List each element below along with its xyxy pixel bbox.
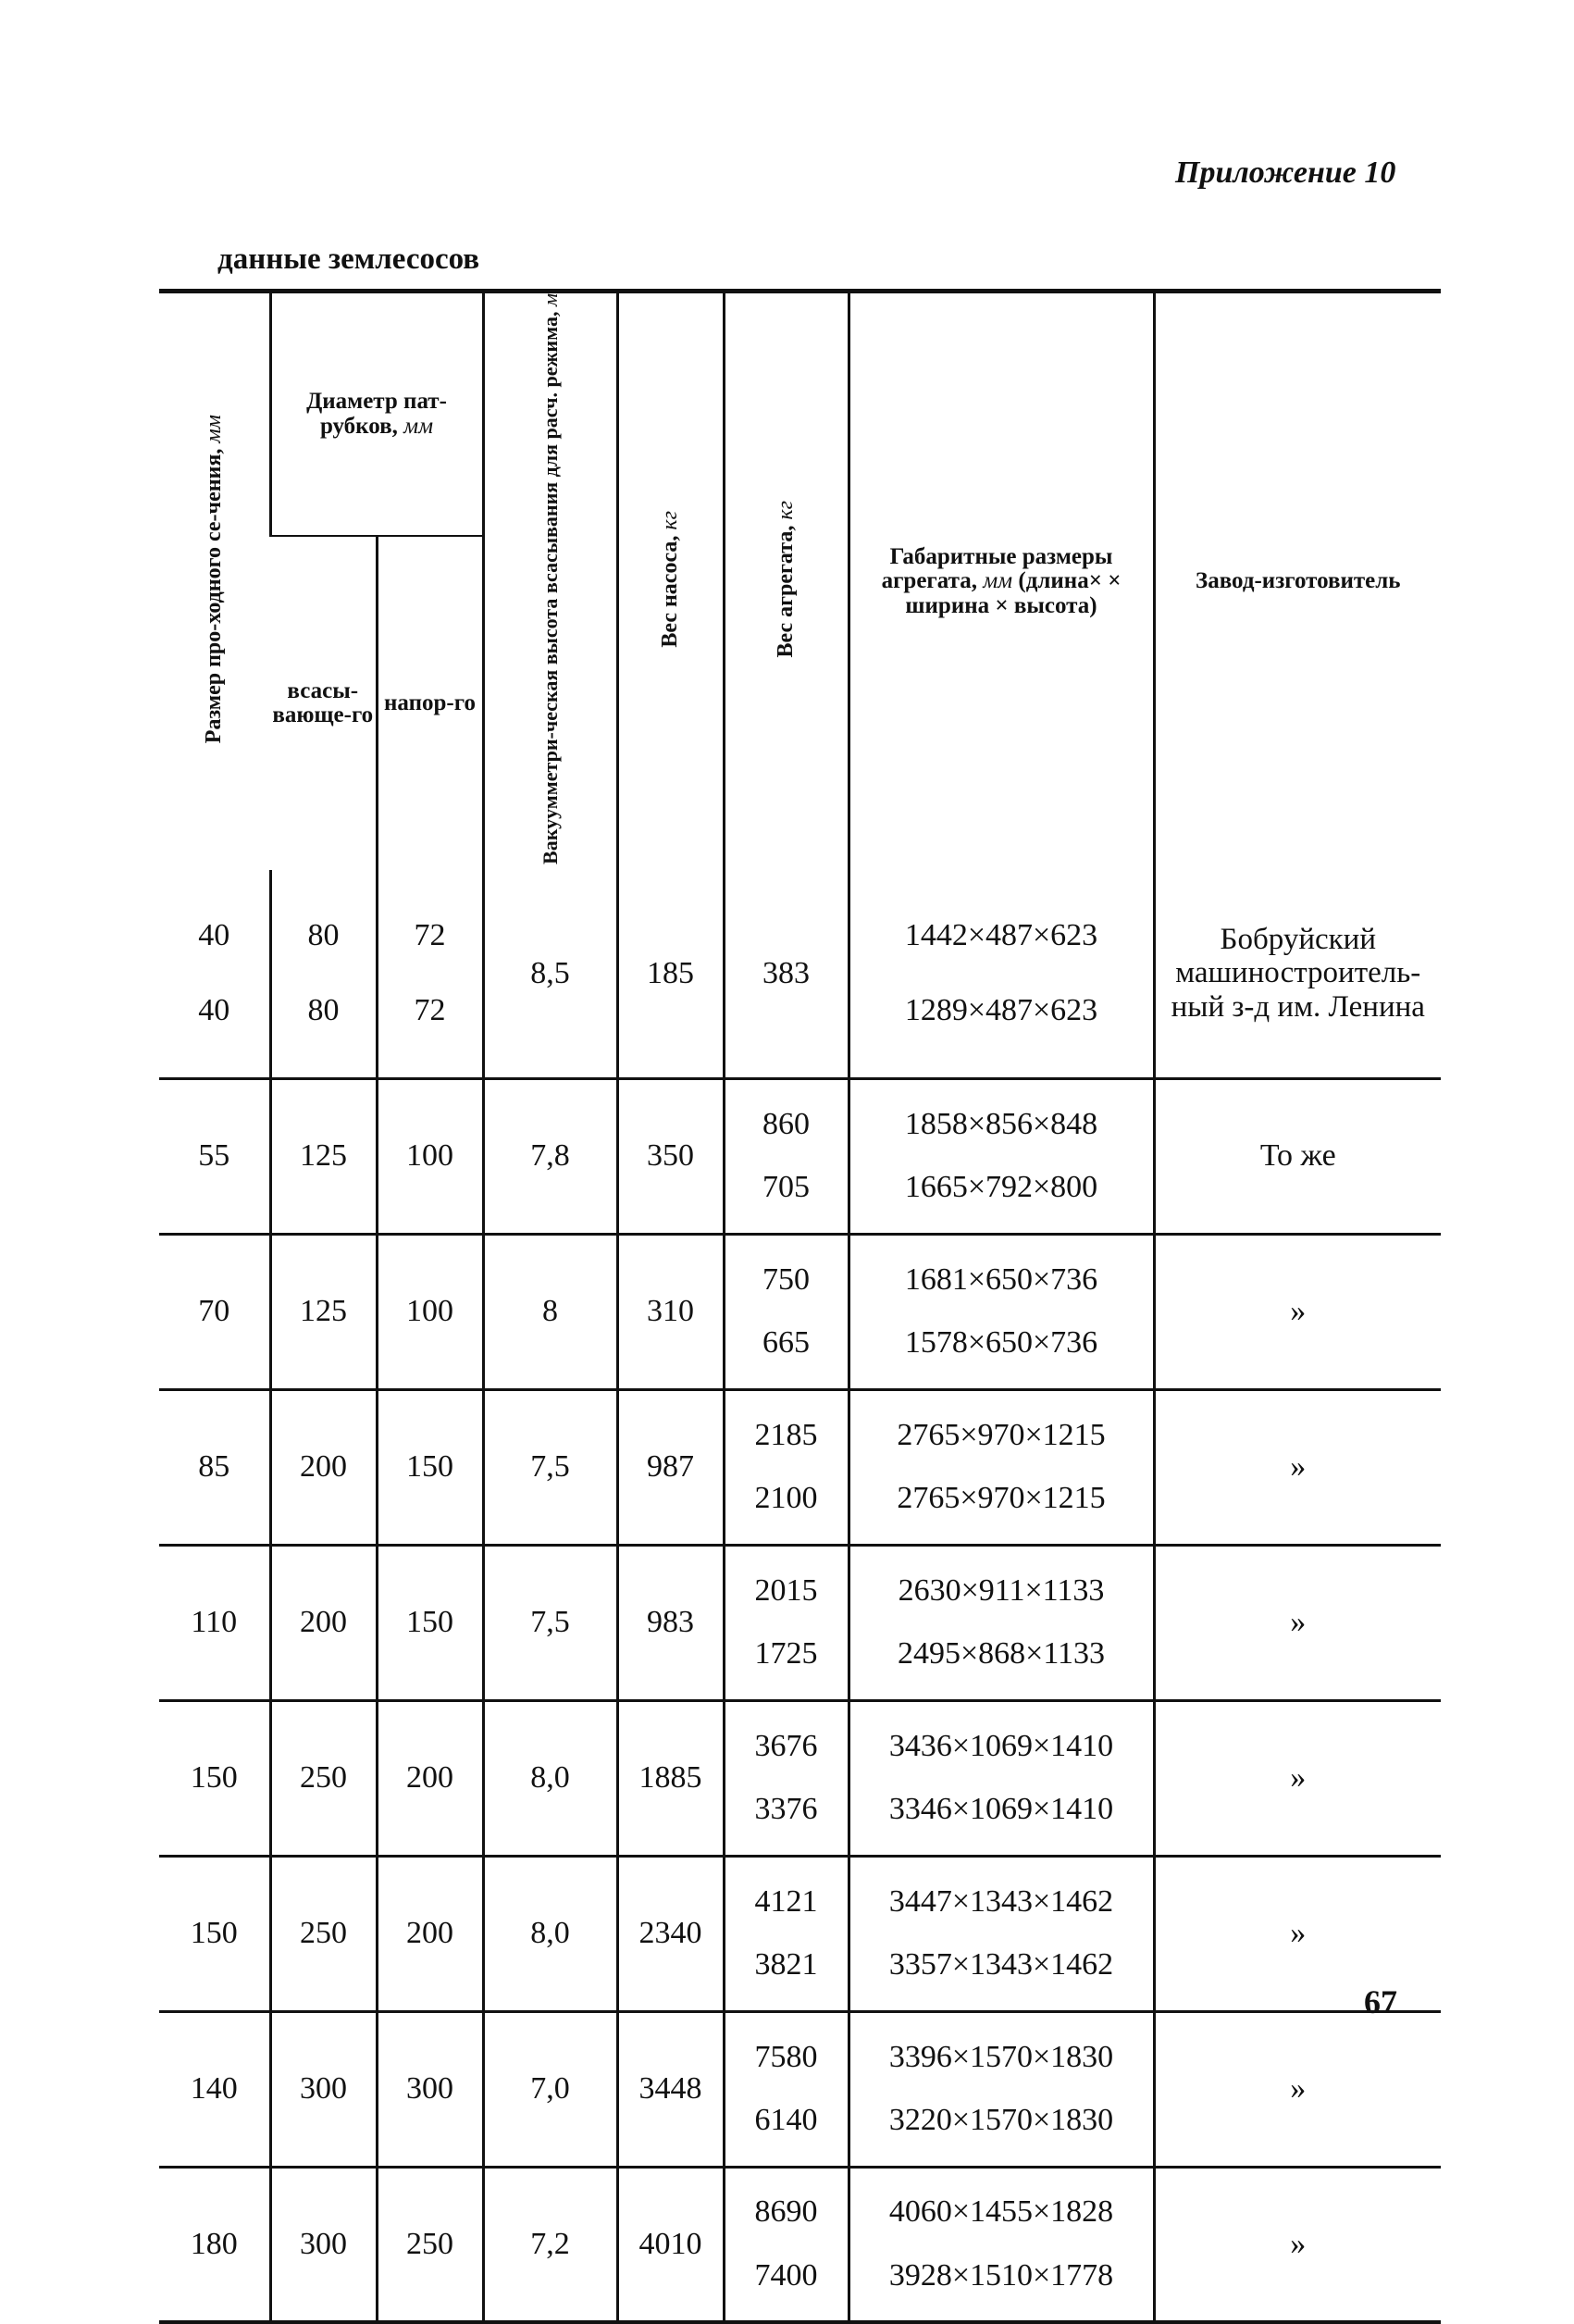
cell-factory: » <box>1154 1700 1441 1856</box>
cell-pump-weight: 4010 <box>617 2167 724 2322</box>
cell-vacuum: 7,5 <box>483 1545 617 1700</box>
cell-vacuum: 7,8 <box>483 1078 617 1234</box>
cell-factory: То же <box>1154 1078 1441 1234</box>
cell-unit-weight: 750 665 <box>724 1234 849 1389</box>
table-row <box>159 2167 1441 2322</box>
cell-dims: 1681×650×736 1578×650×736 <box>849 1234 1154 1389</box>
cell-discharge: 300 <box>377 2011 483 2167</box>
cell-pump-weight: 350 <box>617 1078 724 1234</box>
col-header-nozzle-group: Диаметр пат-рубков, мм <box>270 292 483 537</box>
cell-vacuum: 8 <box>483 1234 617 1389</box>
cell-dims: 1858×856×848 1665×792×800 <box>849 1078 1154 1234</box>
table-row <box>159 2011 1441 2167</box>
cell-pump-weight: 185 <box>617 870 724 1078</box>
cell-vacuum: 8,0 <box>483 1856 617 2011</box>
col-header-bore: Размер про-ходного се-чения, мм <box>201 414 226 744</box>
appendix-label: Приложение 10 <box>1175 155 1396 190</box>
cell-dims: 2765×970×1215 2765×970×1215 <box>849 1389 1154 1545</box>
cell-factory: Бобруйский машиностроитель-ный з-д им. Ленина <box>1154 870 1441 1078</box>
cell-pump-weight: 2340 <box>617 1856 724 2011</box>
table-row <box>159 1389 1441 1545</box>
cell-suction: 250 <box>270 1700 377 1856</box>
cell-bore: 85 <box>159 1389 270 1545</box>
table-row <box>159 1700 1441 1856</box>
cell-dims: 2630×911×1133 2495×868×1133 <box>849 1545 1154 1700</box>
cell-unit-weight: 383 <box>724 870 849 1078</box>
cell-pump-weight: 1885 <box>617 1700 724 1856</box>
cell-unit-weight: 8690 7400 <box>724 2167 849 2322</box>
table-row <box>159 1856 1441 2011</box>
cell-bore: 55 <box>159 1078 270 1234</box>
cell-pump-weight: 3448 <box>617 2011 724 2167</box>
cell-bore: 140 <box>159 2011 270 2167</box>
cell-discharge: 200 <box>377 1700 483 1856</box>
cell-suction: 250 <box>270 1856 377 2011</box>
cell-suction: 125 <box>270 1234 377 1389</box>
col-header-pump-weight: Вес насоса, кг <box>617 292 724 871</box>
cell-unit-weight: 860 705 <box>724 1078 849 1234</box>
cell-discharge: 100 <box>377 1234 483 1389</box>
cell-vacuum: 8,5 <box>483 870 617 1078</box>
cell-vacuum: 7,5 <box>483 1389 617 1545</box>
cell-bore: 40 40 <box>159 870 270 1078</box>
cell-discharge: 100 <box>377 1078 483 1234</box>
cell-dims: 3447×1343×1462 3357×1343×1462 <box>849 1856 1154 2011</box>
cell-dims: 3436×1069×1410 3346×1069×1410 <box>849 1700 1154 1856</box>
cell-suction: 200 <box>270 1389 377 1545</box>
table-title: данные землесосов <box>217 242 480 276</box>
cell-bore: 150 <box>159 1856 270 2011</box>
cell-unit-weight: 4121 3821 <box>724 1856 849 2011</box>
cell-suction: 300 <box>270 2167 377 2322</box>
cell-dims: 1442×487×623 1289×487×623 <box>849 870 1154 1078</box>
cell-vacuum: 7,2 <box>483 2167 617 2322</box>
cell-suction: 80 80 <box>270 870 377 1078</box>
cell-unit-weight: 2015 1725 <box>724 1545 849 1700</box>
cell-factory: » <box>1154 1545 1441 1700</box>
cell-bore: 110 <box>159 1545 270 1700</box>
cell-discharge: 200 <box>377 1856 483 2011</box>
cell-factory: » <box>1154 1234 1441 1389</box>
cell-factory: » <box>1154 2167 1441 2322</box>
cell-suction: 125 <box>270 1078 377 1234</box>
col-header-vacuum: Вакуумметри-ческая высота всасывания для расч. режима, м <box>483 292 617 871</box>
table-row <box>159 1078 1441 1234</box>
cell-discharge: 150 <box>377 1545 483 1700</box>
cell-vacuum: 7,0 <box>483 2011 617 2167</box>
col-header-unit-weight: Вес агрегата, кг <box>724 292 849 871</box>
cell-pump-weight: 987 <box>617 1389 724 1545</box>
table-row <box>159 1545 1441 1700</box>
cell-factory: » <box>1154 1389 1441 1545</box>
page-number: 67 <box>1364 1983 1397 2020</box>
col-header-discharge: напор-го <box>377 536 483 870</box>
cell-discharge: 150 <box>377 1389 483 1545</box>
cell-suction: 200 <box>270 1545 377 1700</box>
col-header-factory: Завод-изготовитель <box>1154 292 1441 871</box>
cell-bore: 70 <box>159 1234 270 1389</box>
cell-vacuum: 8,0 <box>483 1700 617 1856</box>
cell-dims: 4060×1455×1828 3928×1510×1778 <box>849 2167 1154 2322</box>
cell-factory: » <box>1154 2011 1441 2167</box>
cell-suction: 300 <box>270 2011 377 2167</box>
cell-discharge: 72 72 <box>377 870 483 1078</box>
cell-unit-weight: 3676 3376 <box>724 1700 849 1856</box>
col-header-suction: всасы-вающе-го <box>272 677 374 728</box>
cell-pump-weight: 310 <box>617 1234 724 1389</box>
cell-discharge: 250 <box>377 2167 483 2322</box>
cell-unit-weight: 2185 2100 <box>724 1389 849 1545</box>
cell-bore: 150 <box>159 1700 270 1856</box>
col-header-dims: Габаритные размеры агрегата, мм (длина× × ширина × высота) <box>849 292 1154 871</box>
cell-bore: 180 <box>190 2226 238 2261</box>
table-row <box>159 870 1441 1078</box>
dredge-pump-table <box>159 289 1441 2324</box>
cell-unit-weight: 7580 6140 <box>724 2011 849 2167</box>
cell-dims: 3396×1570×1830 3220×1570×1830 <box>849 2011 1154 2167</box>
cell-pump-weight: 983 <box>617 1545 724 1700</box>
table-row <box>159 1234 1441 1389</box>
cell-factory: » <box>1154 1856 1441 2011</box>
